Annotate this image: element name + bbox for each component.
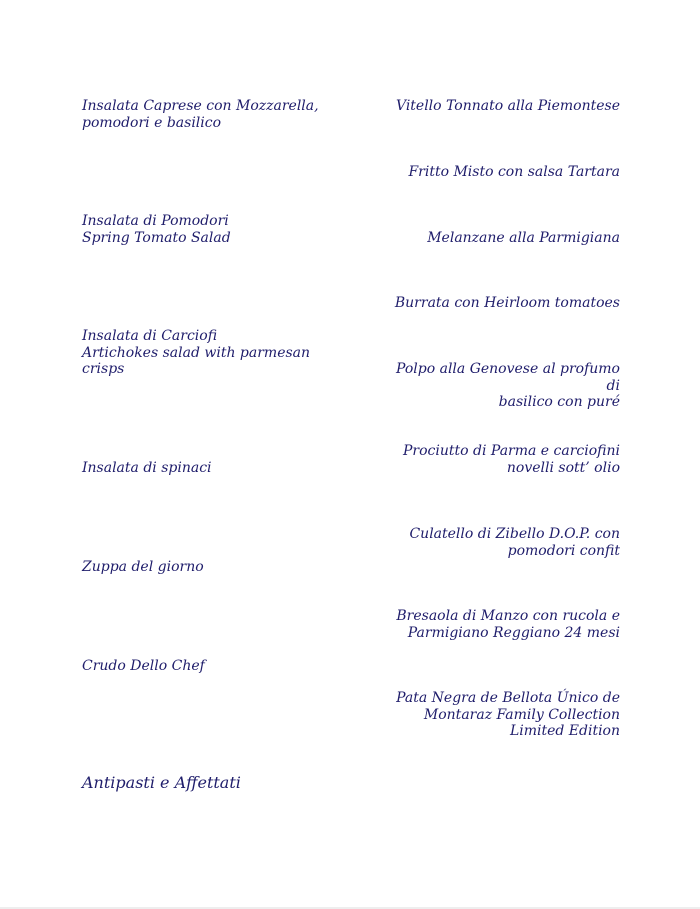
menu-item: Culatello di Zibello D.O.P. con pomodori confit [409, 526, 620, 559]
menu-item: Zuppa del giorno [82, 559, 204, 575]
menu-item: Insalata di spinaci [82, 460, 212, 476]
menu-item: Insalata Caprese con Mozzarella, pomodori e basilico [82, 98, 319, 131]
menu-item: Melanzane alla Parmigiana [427, 230, 620, 246]
menu-item: Crudo Dello Chef [82, 658, 205, 674]
menu-item: Pata Negra de Bellota Único de Montaraz Family Collection Limited Edition [396, 690, 620, 739]
menu-item: Insalata di Pomodori Spring Tomato Salad [82, 213, 231, 246]
menu-item: Polpo alla Genovese al profumo di basilico con puré [396, 361, 620, 410]
menu-item: Bresaola di Manzo con rucola e Parmigiano Reggiano 24 mesi [396, 608, 620, 641]
menu-item: Vitello Tonnato alla Piemontese [395, 98, 620, 114]
menu-item: Insalata di Carciofi Artichokes salad with parmesan crisps [82, 328, 311, 377]
menu-item: Fritto Misto con salsa Tartara [408, 164, 620, 180]
menu-item: Prociutto di Parma e carciofini novelli sott’ olio [403, 443, 620, 476]
section-title: Antipasti e Affettati [82, 773, 241, 792]
menu-item: Burrata con Heirloom tomatoes [394, 295, 620, 311]
